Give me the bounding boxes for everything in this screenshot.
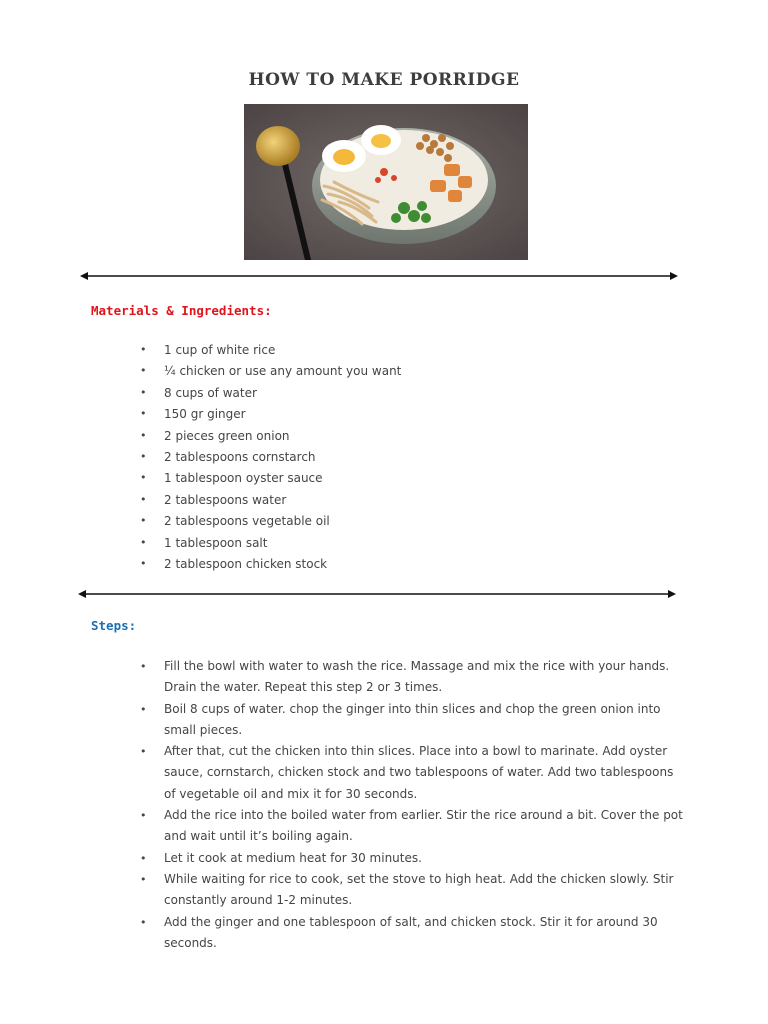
step-item <box>0 869 684 912</box>
bullet-icon: • <box>140 471 147 485</box>
bullet-icon: • <box>140 343 147 356</box>
ingredient-item <box>0 534 684 555</box>
step-item <box>0 656 684 699</box>
step-item-text: Fill the bowl with water to wash the rice. Massage and mix the rice with your hands. Drain the water. Repeat this step 2 or 3 times. <box>164 659 670 695</box>
step-item-text: Add the rice into the boiled water from earlier. Stir the rice around a bit. Cover the pot and wait until it’s boiling again. <box>164 808 683 844</box>
bullet-icon: • <box>140 915 147 929</box>
bullet-icon: • <box>140 407 147 421</box>
bullet-icon: • <box>140 556 147 570</box>
ingredient-item-text: 2 pieces green onion <box>164 428 290 443</box>
ingredient-item-text: 2 tablespoons vegetable oil <box>164 514 330 529</box>
bullet-icon: • <box>140 660 147 673</box>
ingredient-item-text: 2 tablespoons water <box>164 492 287 507</box>
porridge-photo <box>244 104 528 260</box>
step-item <box>0 741 684 805</box>
ingredient-item <box>0 555 684 576</box>
bullet-icon: • <box>140 702 147 716</box>
ingredient-item-text: ¼ chicken or use any amount you want <box>164 364 402 379</box>
ingredient-item <box>0 512 684 533</box>
ingredient-item <box>0 362 684 383</box>
ingredient-item <box>0 405 684 426</box>
ingredient-item-text: 150 gr ginger <box>164 407 246 422</box>
step-item <box>0 699 684 742</box>
ingredient-item-text: 8 cups of water <box>164 385 257 400</box>
bullet-icon: • <box>140 514 147 528</box>
step-item-text: While waiting for rice to cook, set the stove to high heat. Add the chicken slowly. Stir constantly around 1-2 minutes. <box>164 871 674 908</box>
ingredient-item-text: 1 tablespoon salt <box>164 535 268 550</box>
steps-list <box>0 656 684 954</box>
materials-heading: Materials & Ingredients: <box>91 303 272 318</box>
ingredient-item <box>0 427 684 448</box>
step-item <box>0 912 684 955</box>
bullet-icon: • <box>140 428 147 442</box>
bullet-icon: • <box>140 492 147 506</box>
ingredient-item <box>0 469 684 490</box>
page-title: HOW TO MAKE PORRIDGE <box>248 70 520 90</box>
bullet-icon: • <box>140 809 147 823</box>
step-item <box>0 805 684 848</box>
ingredient-item <box>0 384 684 405</box>
bullet-icon: • <box>140 385 147 399</box>
step-item <box>0 848 684 869</box>
ingredients-list <box>0 341 684 576</box>
ingredient-item-text: 1 tablespoon oyster sauce <box>164 471 323 486</box>
bullet-icon: • <box>140 851 147 865</box>
step-item-text: Let it cook at medium heat for 30 minutes. <box>164 850 422 865</box>
bullet-icon: • <box>140 449 147 463</box>
divider-arrow <box>80 270 678 282</box>
steps-heading: Steps: <box>91 618 137 633</box>
step-item-text: Add the ginger and one tablespoon of salt, and chicken stock. Stir it for around 30 seconds. <box>164 914 658 950</box>
ingredient-item <box>0 491 684 512</box>
bullet-icon: • <box>140 872 147 886</box>
step-item-text: After that, cut the chicken into thin slices. Place into a bowl to marinate. Add oyster sauce, cornstarch, chicken stock and two tablespoons of water. Add two tablespoons of vegetable oil and mix it for 30 seconds. <box>164 744 674 801</box>
bullet-icon: • <box>140 745 147 759</box>
ingredient-item <box>0 341 684 362</box>
divider-arrow <box>78 588 676 600</box>
ingredient-item-text: 2 tablespoons cornstarch <box>164 449 316 464</box>
ingredient-item-text: 1 cup of white rice <box>164 343 276 357</box>
bullet-icon: • <box>140 364 147 378</box>
bullet-icon: • <box>140 535 147 549</box>
ingredient-item-text: 2 tablespoon chicken stock <box>164 556 328 571</box>
step-item-text: Boil 8 cups of water. chop the ginger into thin slices and chop the green onion into small pieces. <box>164 701 661 737</box>
ingredient-item <box>0 448 684 469</box>
